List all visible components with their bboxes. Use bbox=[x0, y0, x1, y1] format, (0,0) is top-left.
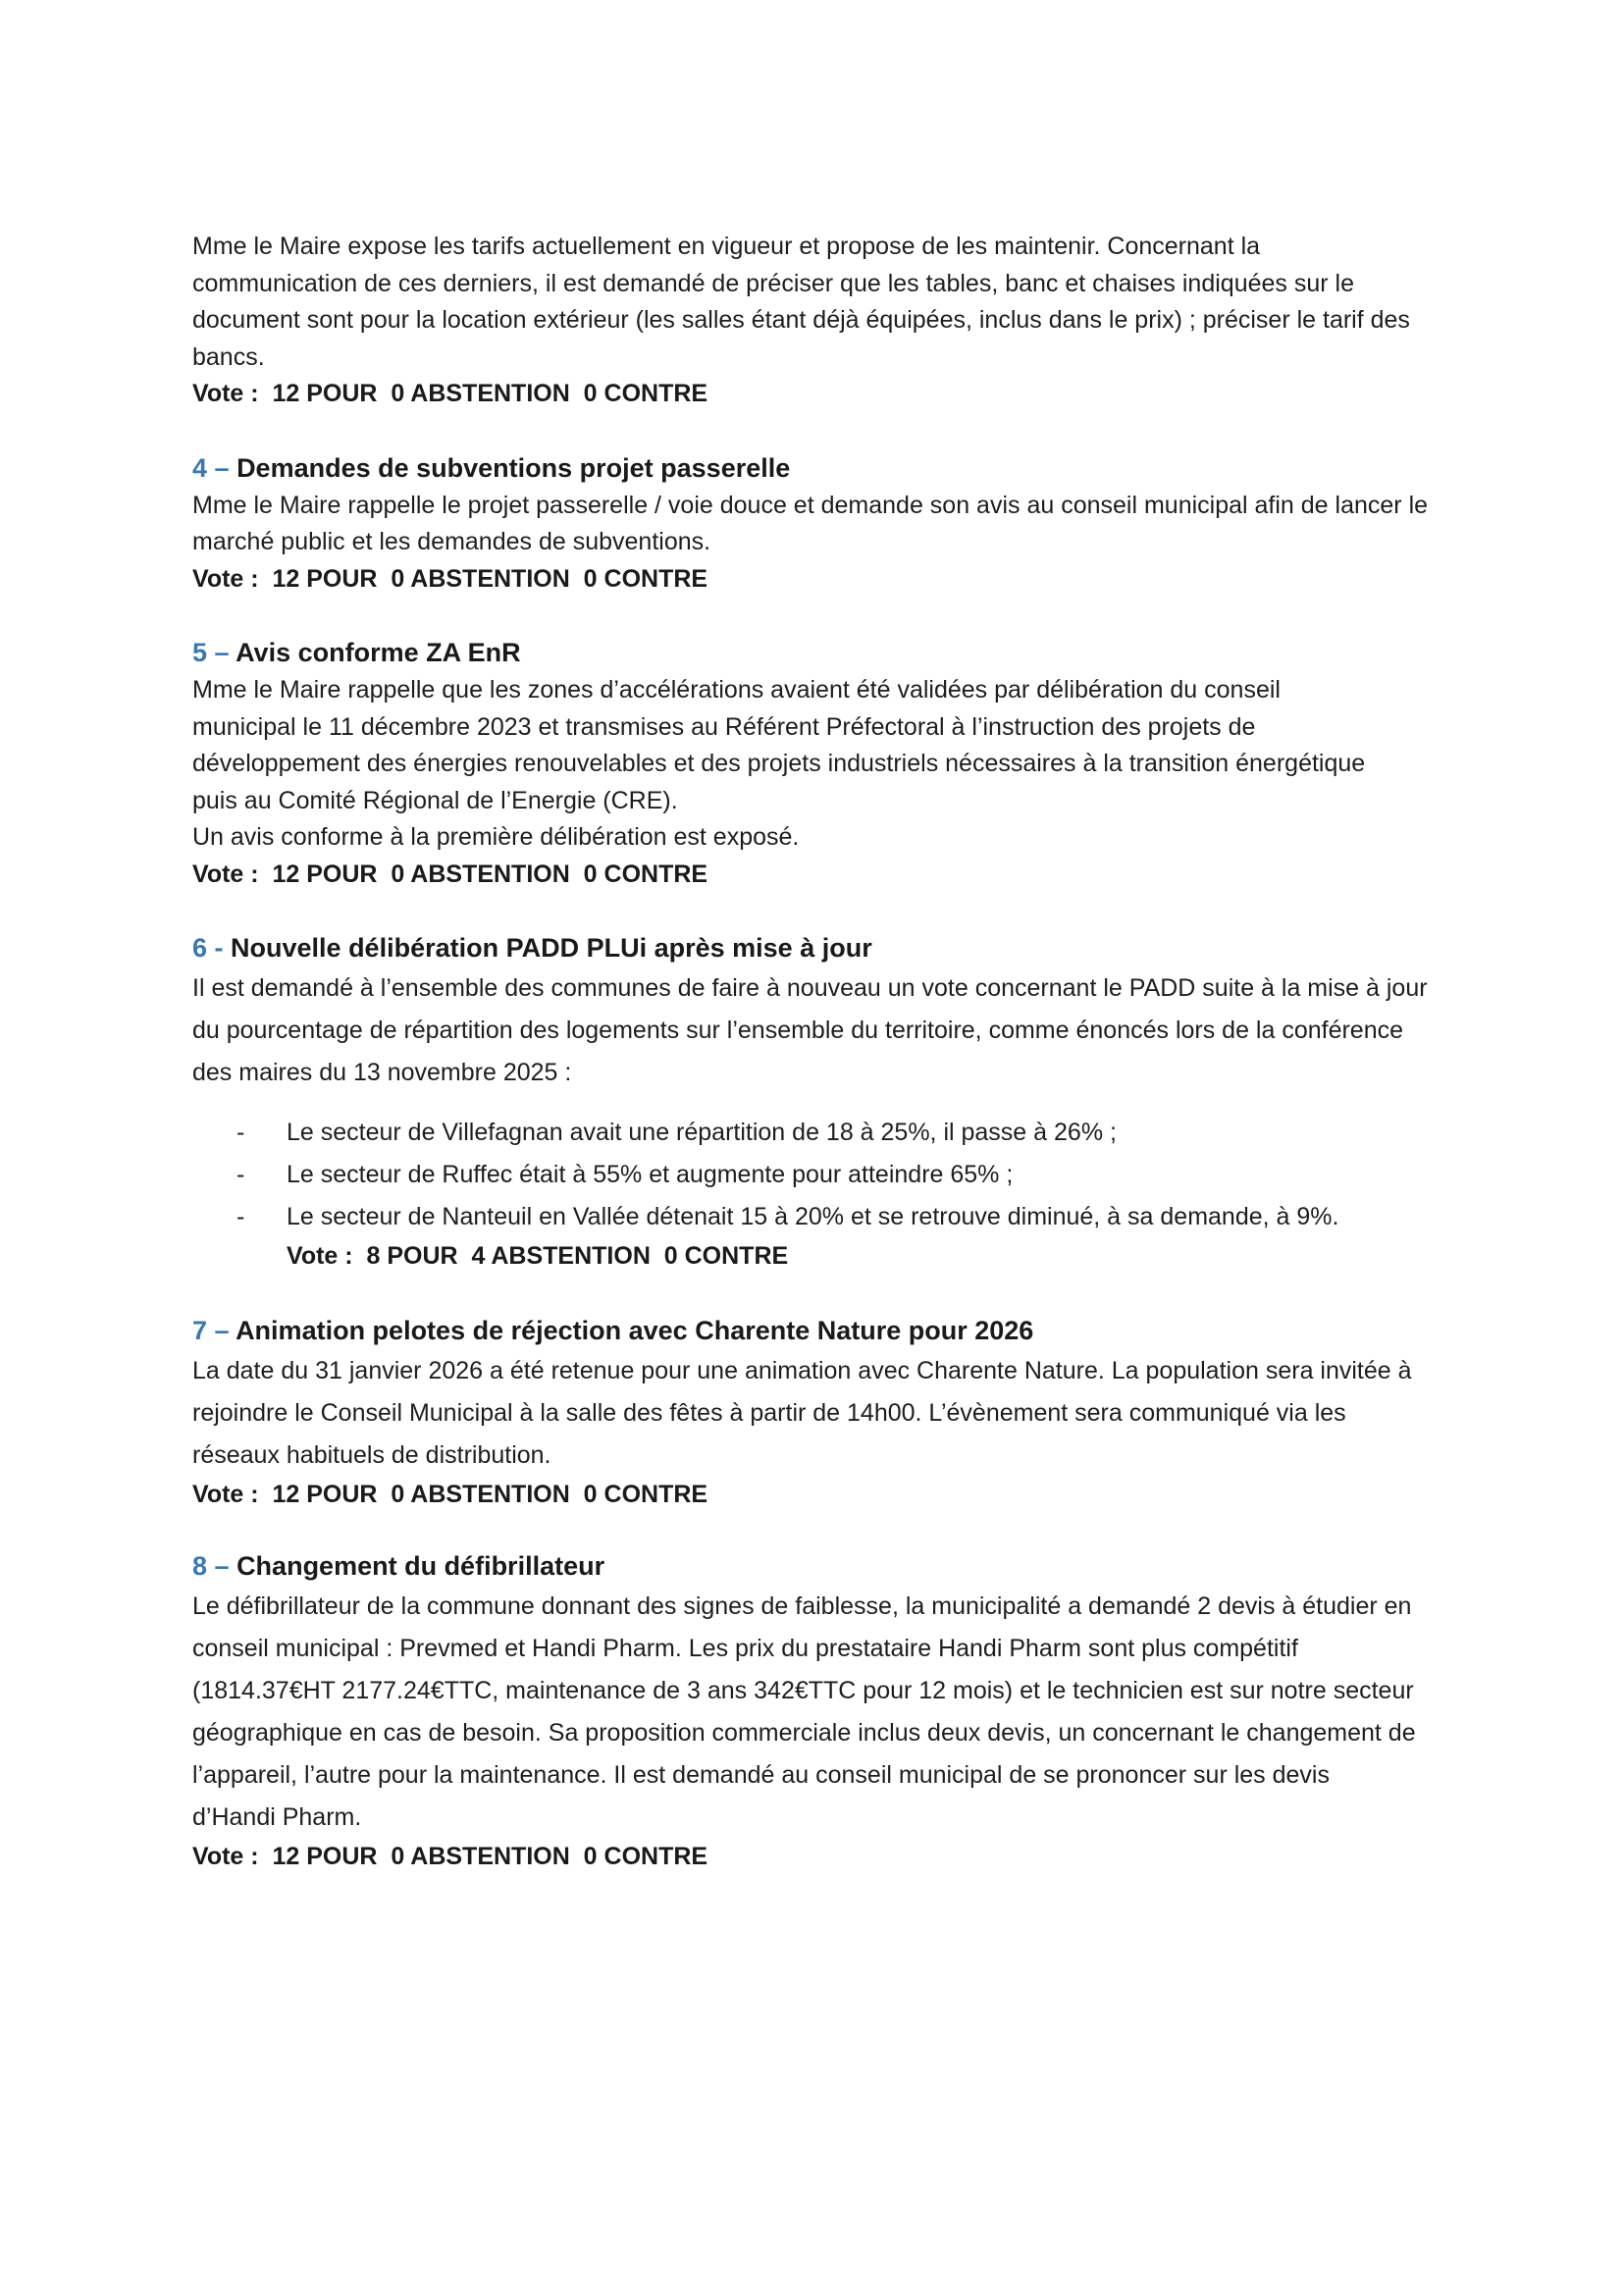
paragraph-line: Il est demandé à l’ensemble des communes de faire à nouveau un vote concernant le PADD suite à la mise à jour bbox=[192, 974, 1428, 1002]
vote-result: Vote : 12 POUR 0 ABSTENTION 0 CONTRE bbox=[192, 380, 708, 407]
section-heading bbox=[192, 633, 1546, 672]
section-7 bbox=[192, 1311, 1546, 1514]
paragraph-line: des maires du 13 novembre 2025 : bbox=[192, 1059, 572, 1086]
vote-result: Vote : 12 POUR 0 ABSTENTION 0 CONTRE bbox=[192, 860, 708, 888]
list-item-text: Le secteur de Nanteuil en Vallée détenait 15 à 20% et se retrouve diminué, à sa demande, à 9%. bbox=[287, 1203, 1339, 1230]
bullet-list bbox=[192, 1112, 1546, 1238]
section-separator: – bbox=[207, 638, 236, 667]
intro-line: document sont pour la location extérieur (les salles étant déjà équipées, inclus dans le prix) ; préciser le tarif des bbox=[192, 306, 1410, 334]
document-body bbox=[192, 229, 1546, 1876]
section-number: 8 bbox=[192, 1551, 208, 1581]
paragraph-line: géographique en cas de besoin. Sa proposition commerciale inclus deux devis, un concernant le changement de bbox=[192, 1719, 1416, 1747]
section-8 bbox=[192, 1546, 1546, 1876]
list-item-text: Le secteur de Ruffec était à 55% et augmente pour atteindre 65% ; bbox=[287, 1161, 1014, 1188]
paragraph-line: Mme le Maire rappelle le projet passerelle / voie douce et demande son avis au conseil municipal afin de lancer le bbox=[192, 491, 1429, 519]
paragraph-line: développement des énergies renouvelables et des projets industriels nécessaires à la transition énergétique bbox=[192, 750, 1366, 777]
intro-section bbox=[192, 229, 1546, 413]
section-number: 4 bbox=[192, 452, 208, 483]
section-separator: - bbox=[207, 933, 232, 963]
vote-result: Vote : 12 POUR 0 ABSTENTION 0 CONTRE bbox=[192, 564, 708, 593]
vote-result: Vote : 12 POUR 0 ABSTENTION 0 CONTRE bbox=[192, 1480, 708, 1508]
section-heading bbox=[192, 1311, 1546, 1350]
spacer bbox=[192, 1276, 1546, 1311]
intro-line: communication de ces derniers, il est demandé de préciser que les tables, banc et chaises indiquées sur le bbox=[192, 269, 1354, 297]
section-heading bbox=[192, 1546, 1546, 1586]
vote-result: Vote : 8 POUR 4 ABSTENTION 0 CONTRE bbox=[287, 1242, 789, 1270]
section-title: Nouvelle délibération PADD PLUi après mise à jour bbox=[231, 933, 872, 963]
spacer bbox=[192, 1513, 1546, 1546]
spacer bbox=[192, 893, 1546, 928]
paragraph-line: rejoindre le Conseil Municipal à la salle des fêtes à partir de 14h00. L’évènement sera communiqué via les bbox=[192, 1398, 1346, 1427]
section-number: 5 bbox=[192, 638, 208, 667]
paragraph-line: marché public et les demandes de subventions. bbox=[192, 528, 711, 555]
spacer bbox=[192, 413, 1546, 448]
paragraph-line: municipal le 11 décembre 2023 et transmises au Référent Préfectoral à l’instruction des projets de bbox=[192, 712, 1256, 741]
vote-result: Vote : 12 POUR 0 ABSTENTION 0 CONTRE bbox=[192, 1843, 708, 1870]
paragraph-line: (1814.37€HT 2177.24€TTC, maintenance de 3 ans 342€TTC pour 12 mois) et le technicien est sur notre secteur bbox=[192, 1677, 1414, 1704]
paragraph-line: d’Handi Pharm. bbox=[192, 1803, 362, 1831]
section-title: Demandes de subventions projet passerelle bbox=[236, 452, 791, 483]
section-title: Changement du défibrillateur bbox=[236, 1551, 605, 1581]
section-number: 6 bbox=[192, 933, 208, 963]
list-item bbox=[192, 1196, 1546, 1238]
section-6 bbox=[192, 928, 1546, 1276]
section-title: Animation pelotes de réjection avec Charente Nature pour 2026 bbox=[236, 1315, 1034, 1345]
section-heading bbox=[192, 448, 1546, 488]
section-heading bbox=[192, 928, 1546, 967]
section-separator: – bbox=[207, 1315, 236, 1345]
intro-line: bancs. bbox=[192, 342, 265, 371]
paragraph-line: Un avis conforme à la première délibération est exposé. bbox=[192, 823, 800, 851]
paragraph-line: Mme le Maire rappelle que les zones d’accélérations avaient été validées par délibération du conseil bbox=[192, 676, 1281, 704]
section-separator: – bbox=[207, 452, 237, 483]
paragraph-line: conseil municipal : Prevmed et Handi Pharm. Les prix du prestataire Handi Pharm sont plus compétitif bbox=[192, 1635, 1298, 1662]
section-number: 7 bbox=[192, 1315, 208, 1345]
section-separator: – bbox=[207, 1551, 237, 1581]
paragraph-line: l’appareil, l’autre pour la maintenance. Il est demandé au conseil municipal de se prononcer sur les devis bbox=[192, 1761, 1330, 1789]
paragraph-line: réseaux habituels de distribution. bbox=[192, 1440, 551, 1469]
paragraph-line: puis au Comité Régional de l’Energie (CRE). bbox=[192, 786, 678, 814]
section-5 bbox=[192, 633, 1546, 893]
list-item bbox=[192, 1154, 1546, 1196]
section-4 bbox=[192, 448, 1546, 599]
paragraph-line: du pourcentage de répartition des logements sur l’ensemble du territoire, comme énoncés lors de la conférence bbox=[192, 1017, 1404, 1044]
spacer bbox=[192, 598, 1546, 633]
intro-line: Mme le Maire expose les tarifs actuellement en vigueur et propose de les maintenir. Concernant la bbox=[192, 233, 1261, 260]
section-title: Avis conforme ZA EnR bbox=[236, 638, 521, 667]
bullet-dash: - bbox=[236, 1203, 245, 1230]
paragraph-line: La date du 31 janvier 2026 a été retenue pour une animation avec Charente Nature. La population sera invitée à bbox=[192, 1356, 1412, 1384]
bullet-dash: - bbox=[236, 1161, 245, 1188]
bullet-dash: - bbox=[236, 1119, 245, 1146]
list-item-text: Le secteur de Villefagnan avait une répartition de 18 à 25%, il passe à 26% ; bbox=[287, 1119, 1117, 1146]
list-item bbox=[192, 1112, 1546, 1154]
paragraph-line: Le défibrillateur de la commune donnant des signes de faiblesse, la municipalité a demandé 2 devis à étudier en bbox=[192, 1592, 1412, 1620]
